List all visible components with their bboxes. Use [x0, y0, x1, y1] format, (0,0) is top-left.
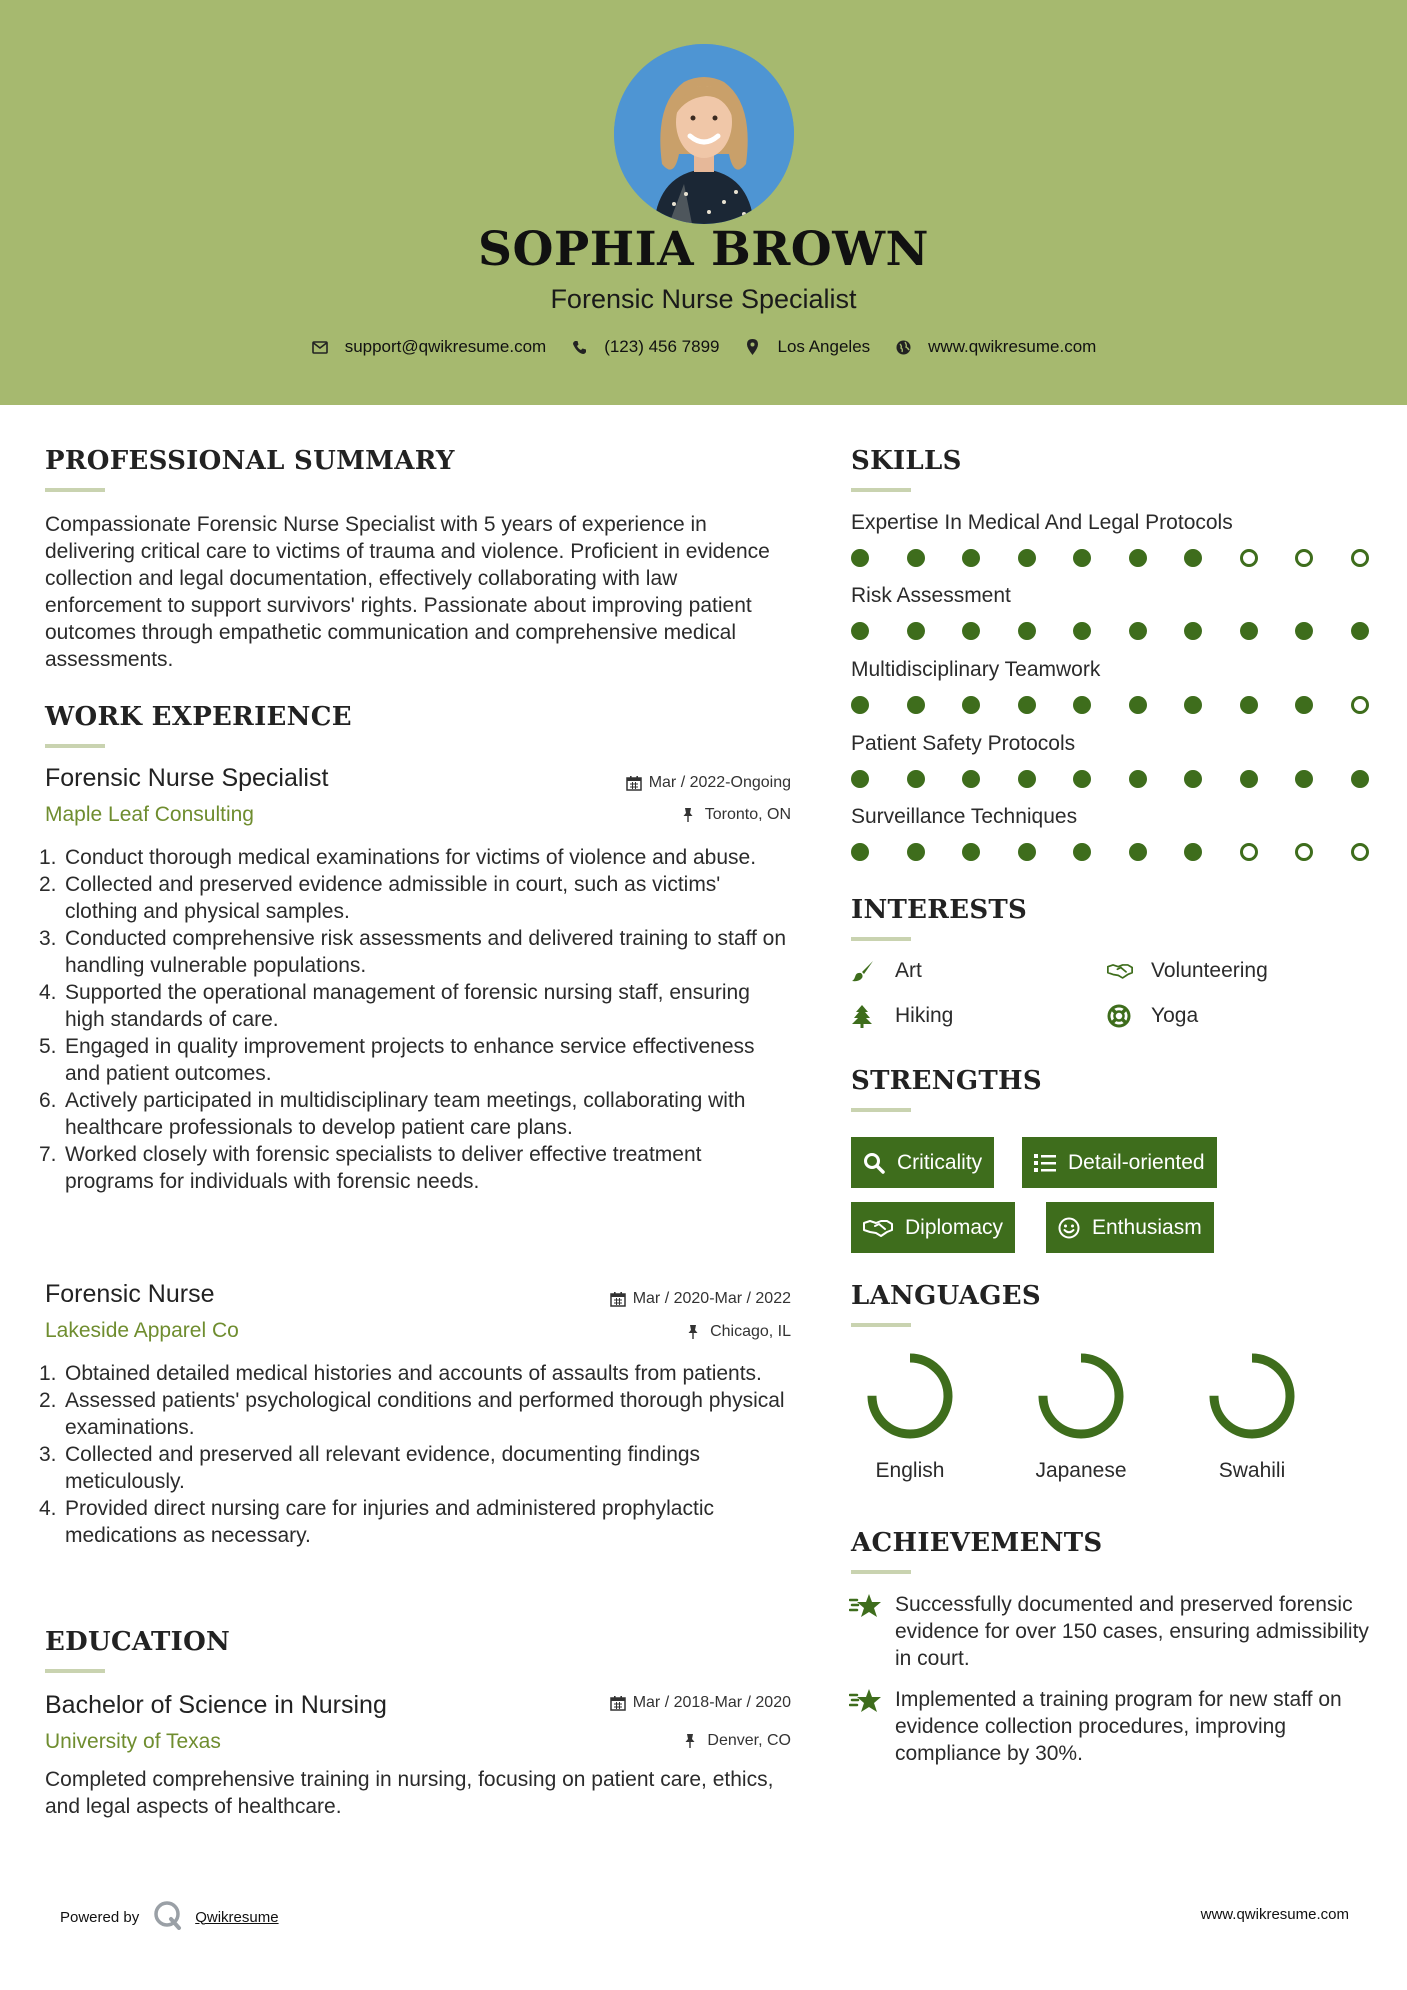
tree-icon: [851, 1004, 877, 1028]
candidate-title: Forensic Nurse Specialist: [550, 284, 857, 314]
interest-art: Art: [851, 959, 922, 983]
interests-heading: INTERESTS: [851, 895, 1028, 925]
footer-powered-by: [60, 1900, 279, 1934]
rating-dot-filled: [1018, 770, 1036, 788]
life-ring-icon: [1107, 1004, 1133, 1028]
rating-dot-empty: [1351, 549, 1369, 567]
rating-dot-filled: [1129, 696, 1147, 714]
rating-dot-filled: [1295, 622, 1313, 640]
education-heading: EDUCATION: [45, 1627, 231, 1657]
skill-name: Risk Assessment: [851, 584, 1011, 607]
rating-dot-filled: [1018, 622, 1036, 640]
rating-dot-filled: [1184, 549, 1202, 567]
job-location: Toronto, ON: [500, 806, 791, 824]
job-dates: Mar / 2022-Ongoing: [500, 774, 791, 792]
skill-rating: [851, 696, 1406, 714]
achievement-item: Successfully documented and preserved forensic evidence for over 150 cases, ensuring admissibility in court.: [849, 1591, 1369, 1672]
rating-dot-filled: [1240, 622, 1258, 640]
language-proficiency-ring: [865, 1351, 955, 1441]
company-name: Lakeside Apparel Co: [45, 1319, 239, 1342]
rating-dot-filled: [1018, 696, 1036, 714]
achievements-heading: ACHIEVEMENTS: [851, 1528, 1103, 1558]
language-item: [840, 1351, 980, 1483]
education-description: Completed comprehensive training in nursing, focusing on patient care, ethics, and legal aspects of healthcare.: [45, 1768, 774, 1818]
qwikresume-link[interactable]: Qwikresume: [195, 1908, 279, 1926]
rating-dot-filled: [1295, 696, 1313, 714]
contact-phone[interactable]: [570, 337, 719, 357]
rating-dot-filled: [1184, 843, 1202, 861]
contact-location: [744, 337, 871, 357]
rating-dot-filled: [1129, 549, 1147, 567]
experience-heading: WORK EXPERIENCE: [45, 702, 352, 732]
rating-dot-filled: [962, 770, 980, 788]
job-bullets: [39, 844, 795, 1195]
star-icon: [849, 1686, 883, 1716]
pin-icon: [687, 1324, 703, 1340]
job-title: Forensic Nurse: [45, 1280, 215, 1308]
star-icon: [849, 1591, 883, 1621]
powered-by-text: Powered by: [60, 1908, 140, 1926]
skills-rule: [851, 488, 911, 492]
phone-icon: [570, 338, 588, 356]
job-dates: Mar / 2020-Mar / 2022: [500, 1290, 791, 1308]
rating-dot-filled: [851, 696, 869, 714]
rating-dot-filled: [1129, 843, 1147, 861]
calendar-icon: [610, 1291, 626, 1307]
skill-rating: [851, 770, 1406, 788]
location-text: Los Angeles: [777, 337, 871, 356]
list-icon: [1034, 1152, 1056, 1174]
globe-icon: [894, 338, 912, 356]
calendar-icon: [610, 1695, 626, 1711]
language-proficiency-arc: [872, 1358, 948, 1434]
language-name: Swahili: [1218, 1459, 1286, 1482]
rating-dot-filled: [1351, 622, 1369, 640]
experience-rule: [45, 744, 105, 748]
rating-dot-filled: [907, 843, 925, 861]
rating-dot-filled: [962, 622, 980, 640]
company-name: Maple Leaf Consulting: [45, 803, 254, 826]
rating-dot-filled: [851, 622, 869, 640]
languages-heading: LANGUAGES: [851, 1281, 1041, 1311]
skill-rating: [851, 549, 1406, 567]
calendar-icon: [626, 775, 642, 791]
language-proficiency-ring: [1207, 1351, 1297, 1441]
rating-dot-filled: [1073, 843, 1091, 861]
phone-text: (123) 456 7899: [604, 337, 720, 356]
rating-dot-filled: [907, 622, 925, 640]
interest-yoga: Yoga: [1107, 1004, 1198, 1028]
list-item: 1. Conduct thorough medical examinations for victims of violence and abuse.: [39, 846, 757, 869]
rating-dot-filled: [907, 696, 925, 714]
candidate-name: SOPHIA BROWN: [478, 222, 929, 277]
rating-dot-filled: [907, 770, 925, 788]
strengths-heading: STRENGTHS: [851, 1066, 1042, 1096]
smile-icon: [1058, 1217, 1080, 1239]
list-item: 4. Provided direct nursing care for injuries and administered prophylactic medications as necessary.: [39, 1497, 714, 1547]
rating-dot-filled: [1129, 770, 1147, 788]
list-item: 5. Engaged in quality improvement projects to enhance service effectiveness and patient outcomes.: [39, 1035, 755, 1085]
rating-dot-filled: [1018, 843, 1036, 861]
list-item: 6. Actively participated in multidisciplinary team meetings, collaborating with healthcare professionals to develop patient care plans.: [39, 1089, 746, 1139]
pin-icon: [682, 807, 698, 823]
strengths-rule: [851, 1108, 911, 1112]
skill-rating: [851, 843, 1406, 861]
strength-tag: Detail-oriented: [1022, 1137, 1217, 1188]
rating-dot-filled: [1240, 696, 1258, 714]
rating-dot-filled: [962, 549, 980, 567]
interests-rule: [851, 937, 911, 941]
skill-name: Multidisciplinary Teamwork: [851, 658, 1101, 681]
envelope-icon: [311, 338, 329, 356]
rating-dot-filled: [1073, 696, 1091, 714]
job-bullets: [39, 1360, 795, 1549]
language-name: Japanese: [1035, 1459, 1127, 1482]
skill-name: Surveillance Techniques: [851, 805, 1078, 828]
language-item: [1182, 1351, 1322, 1483]
list-item: 2. Assessed patients' psychological conditions and performed thorough physical examinations.: [39, 1389, 785, 1439]
rating-dot-filled: [851, 843, 869, 861]
education-rule: [45, 1669, 105, 1673]
strength-tag: Enthusiasm: [1046, 1202, 1214, 1253]
rating-dot-filled: [1184, 696, 1202, 714]
interest-volunteering: Volunteering: [1107, 959, 1268, 983]
language-proficiency-arc: [1043, 1358, 1119, 1434]
rating-dot-filled: [1184, 770, 1202, 788]
list-item: 3. Conducted comprehensive risk assessments and delivered training to staff on handling vulnerable populations.: [39, 927, 787, 977]
rating-dot-empty: [1240, 549, 1258, 567]
rating-dot-filled: [1129, 622, 1147, 640]
rating-dot-filled: [1073, 549, 1091, 567]
pin-icon: [684, 1733, 700, 1749]
achievements-rule: [851, 1570, 911, 1574]
rating-dot-empty: [1351, 843, 1369, 861]
strength-tag: Criticality: [851, 1137, 994, 1188]
rating-dot-empty: [1351, 696, 1369, 714]
map-marker-icon: [744, 338, 762, 356]
language-name: English: [875, 1459, 945, 1482]
rating-dot-empty: [1240, 843, 1258, 861]
contact-bar: [0, 337, 1407, 357]
education-location: Denver, CO: [500, 1732, 791, 1750]
paintbrush-icon: [851, 959, 877, 983]
rating-dot-filled: [1351, 770, 1369, 788]
rating-dot-filled: [1073, 622, 1091, 640]
skills-heading: SKILLS: [851, 446, 962, 476]
rating-dot-empty: [1295, 843, 1313, 861]
summary-heading: PROFESSIONAL SUMMARY: [45, 446, 455, 476]
qwikresume-logo-icon: [153, 1900, 183, 1934]
degree-title: Bachelor of Science in Nursing: [45, 1691, 387, 1719]
list-item: 1. Obtained detailed medical histories and accounts of assaults from patients.: [39, 1362, 762, 1385]
handshake-icon: [1107, 959, 1133, 983]
rating-dot-filled: [1240, 770, 1258, 788]
website-text: www.qwikresume.com: [928, 337, 1097, 356]
rating-dot-filled: [1295, 770, 1313, 788]
skill-name: Patient Safety Protocols: [851, 732, 1076, 755]
contact-website[interactable]: [894, 337, 1096, 357]
language-proficiency-arc: [1214, 1358, 1290, 1434]
list-item: 4. Supported the operational management of forensic nursing staff, ensuring high standards of care.: [39, 981, 750, 1031]
search-icon: [863, 1152, 885, 1174]
rating-dot-filled: [1184, 622, 1202, 640]
list-item: 2. Collected and preserved evidence admissible in court, such as victims' clothing and physical samples.: [39, 873, 721, 923]
rating-dot-filled: [851, 549, 869, 567]
handshake-icon: [863, 1217, 893, 1239]
interest-hiking: Hiking: [851, 1004, 953, 1028]
job-title: Forensic Nurse Specialist: [45, 764, 329, 792]
education-dates: Mar / 2018-Mar / 2020: [500, 1694, 791, 1712]
email-text: support@qwikresume.com: [344, 337, 547, 356]
strength-tag: Diplomacy: [851, 1202, 1015, 1253]
school-name: University of Texas: [45, 1730, 221, 1753]
list-item: 7. Worked closely with forensic specialists to deliver effective treatment programs for individuals with forensic needs.: [39, 1143, 702, 1193]
rating-dot-filled: [851, 770, 869, 788]
skill-name: Expertise In Medical And Legal Protocols: [851, 511, 1233, 534]
languages-rule: [851, 1323, 911, 1327]
rating-dot-filled: [962, 843, 980, 861]
footer-url[interactable]: www.qwikresume.com: [1200, 1906, 1349, 1923]
rating-dot-filled: [1073, 770, 1091, 788]
summary-text: Compassionate Forensic Nurse Specialist with 5 years of experience in delivering critical care to victims of trauma and violence. Proficient in evidence collection and legal documentation, effectively collaborating with law enforcement to support survivors' rights. Passionate about improving patient outcomes through empathetic communication and comprehensive medical assessments.: [45, 513, 770, 671]
achievement-item: Implemented a training program for new staff on evidence collection procedures, improving compliance by 30%.: [849, 1686, 1369, 1767]
rating-dot-filled: [962, 696, 980, 714]
language-proficiency-ring: [1036, 1351, 1126, 1441]
profile-photo: [614, 44, 794, 224]
contact-email[interactable]: [311, 337, 547, 357]
rating-dot-filled: [907, 549, 925, 567]
rating-dot-filled: [1018, 549, 1036, 567]
list-item: 3. Collected and preserved all relevant evidence, documenting findings meticulously.: [39, 1443, 701, 1493]
skill-rating: [851, 622, 1406, 640]
summary-rule: [45, 488, 105, 492]
job-location: Chicago, IL: [500, 1323, 791, 1341]
rating-dot-empty: [1295, 549, 1313, 567]
language-item: [1011, 1351, 1151, 1483]
